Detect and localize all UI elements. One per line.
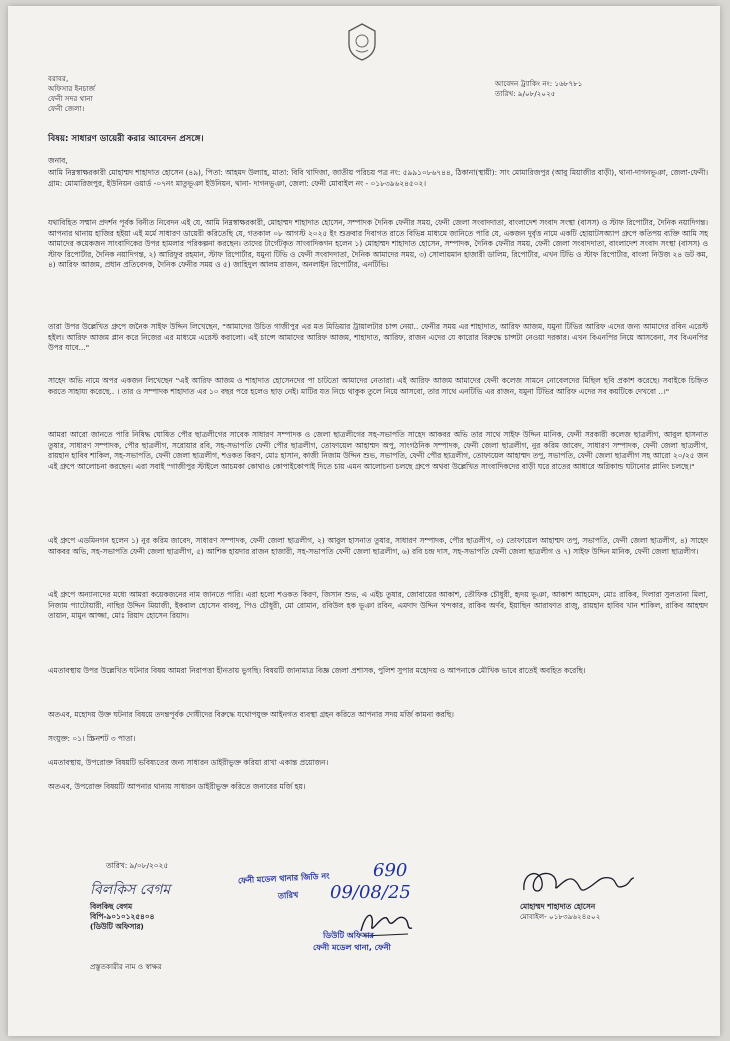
stamp-date-label: তারিখ <box>277 890 299 901</box>
officer-name: বিলকিছ বেগম <box>90 902 133 911</box>
gd-entry-stamp <box>237 860 468 978</box>
application-date: তারিখ: ৯/০৮/২০২৫ <box>495 89 556 98</box>
body-paragraph: এই গ্রুপে অন্যান্যদের মধ্যে আমরা কয়েকজনের নাম জানতে পারি। এরা হলো শওকত কিরণ, জিসান শুভ, এ এইচ তুষার, জোবায়ের আকাশ, তৌফিক চৌধুরী, হৃদয় ভূঞা, আকাশ আহমেদ, মোঃ রাকিব, দিলারা সুলতানা মিলা, নিজাম প্যাটোয়ারী, নাছির উদ্দিন মিয়াজী, ইকবাল হোসেন বাবলু, পিও চৌধুরী, মো রোমান, রবিউল হক ভূঞা রবিন, এমদাদ উদ্দিন খন্দকার, রাকিব অর্ণব, ইয়াছিন আরাফাত রাজু, রায়হান হাবিব খান শাকিল, রাকিব আহম্মদ তায়ান, মামুন আজ্জা, মোঃ রিয়াদ হোসেন রিয়াদ। <box>48 590 708 621</box>
addressee-block <box>48 74 95 114</box>
applicant-details-paragraph: আমি নিম্নস্বাক্ষরকারী মোহাম্মদ শাহাদাত হোসেন (৪৯), পিতা: আহমদ উল্যাহ, মাতা: বিবি খাদিজা, জাতীয় পরিচয় পত্র নং: ৫৯৯১০৮৬৭৪৪, ঠিকানা(স্থায়ী): সাং মোমারিজপুর (আবু মিয়াজীর বাড়ী), থানা-দাগনভূঞা, জেলা-ফেনী। গ্রাম: মোমারিজপুর, ইউনিয়ন ওয়ার্ড -০৭নং মাতুভূঞা ইউনিয়ন, থানা- দাগনভূঞা, জেলা: ফেনী মোবাইল নং - ০১৮৩৯৬২৪৫০২। <box>48 168 709 188</box>
salutation: জনাব, <box>48 156 68 165</box>
addressee-line: ফেনী সদর থানা <box>48 94 93 103</box>
body-paragraph: আমরা আরো জানতে পারি নিষিদ্ধ ঘোষিত পৌর ছাত্রলীগের সাবেক সাধারণ সম্পাদক ও জেলা ছাত্রলীগের সহ-সভাপতি সাহেদ আকবর অভি তার সাথে সাইফ উদ্দিন মানিক, ফেনী সরকারী কলেজ ছাত্রলীগ, আবুল হাসনাত তুষার, সাধারণ সম্পাদক, পৌর ছাত্রলীগ, সরোয়ার রবি, সহ-সভাপতি ফেনী পৌর ছাত্রলীগ, তোফায়েল আহাম্মদ অপু, সাংগঠনিক সম্পাদক, ফেনী জেলা ছাত্রলীগ, নুর করিম জাবেদ, সাধারণ সম্পাদক, ফেনী জেলা ছাত্রলীগ, রায়হান হাবিব শাকিল, সহ-সভাপতি, ফেনী জেলা ছাত্রলীগ, শওকত কিরণ, মোঃ হাসান, কাজী নিজাম উদ্দিন শুভ, সভাপতি, ফেনী পৌর ছাত্রলীগ, তোফায়েল আহাম্মদ তপু, সভাপতি, ফেনী জেলা ছাত্রলীগ সহ আরো ২০/২৫ জন এই গ্রুপে আলোচনা করছেন। এরা সবাই "গাজীপুর স্টাইলে আচমকা কোথাও কোপাইকোপাই দিতে চায় এমন আলোচনা চলছে গ্রুপে অথবা উল্লেখিত সাংবাদিকদের বাড়ী ঘরে রাতের আধারে অগ্নিকান্ড ঘটানোর প্লানিং চলছে।" <box>48 430 708 471</box>
applicant-name: মোহাম্মদ শাহাদাত হোসেন <box>520 902 596 911</box>
stamp-station-label: ফেনী মডেল থানা, ফেনী <box>313 943 391 952</box>
officer-date: তারিখ: ৯/০৮/২০২৫ <box>106 861 169 870</box>
document-page <box>8 6 720 1036</box>
applicant-mobile: মোবাইল- ০১৮৩৯৬২৪৫০২ <box>520 912 601 921</box>
subject-line: বিষয়: সাধারণ ডায়েরী করার আবেদন প্রসঙ্গে। <box>48 134 204 144</box>
addressee-line: অফিসার ইনচার্জ <box>48 84 96 93</box>
body-paragraph: এই গ্রুপে এডমিনগন হলেন ১) নুর করিম জাবেদ, সাধারণ সম্পাদক, ফেনী জেলা ছাত্রলীগ, ২) আবুল হাসনাত তুষার, সাধারণ সম্পাদক, পৌর ছাত্রলীগ, ৩) তোফায়েল আহাম্মদ তপু, সভাপতি, ফেনী জেলা ছাত্রলীগ, ৪) সাহেদ আকবর অভি, সহ-সভাপতি ফেনী জেলা ছাত্রলীগ, ৫) আশিক হায়দার রাজন হাজারী, সহ-সভাপতি ফেনী জেলা ছাত্রলীগ, ৬) রবি চন্দ্র দাস, সহ-সভাপতি ফেনী জেলা ছাত্রলীগ ও ৭) সাইফ উদ্দিন মানিক, ফেনী জেলা ছাত্রলীগ। <box>48 536 708 556</box>
applicant-signature-block <box>518 864 668 922</box>
addressee-line: ফেনী জেলা। <box>48 104 85 113</box>
body-paragraph: তারা উপর উল্লেখিত গ্রুপে জনৈক সাইফ উদ্দিন লিখেছেন, "আমাদের উচিত গাজীপুর এর মত মিডিয়ার ট্রায়ালটার চান্স নেয়া.. ফেনীর সময় এর শাহাদাত, আরিফ আজম, যমুনা টিভির আরিফ এদের জন্য আমাদের রবিন এরেস্ট হইল। আরিফ আজম প্লান করে নিজের এর মাধ্যমে এরেস্ট করালো। এই চান্সে আমাদের আরিফ আজম, শাহাদাত, আরিফ, রাজন এদের যে কারোর বিরুদ্ধে চান্সটা নেওয়া দরকার। এখন বিএনপির নিয়ে আসবেনা, সব বিএনপির উপর যাবে..." <box>48 322 708 353</box>
body-paragraph: এমতাবস্থায়, উপরোক্ত বিষয়টি ভবিষ্যতের জন্য সাধারন ডাইরীভুক্ত করিয়া রাখা একান্ত প্রয়োজন। <box>48 758 329 767</box>
stamp-gd-label: ফেনী মডেল থানার জিডি নং <box>237 871 330 886</box>
officer-id: বিপি-৯০১০১২৫৪০৪ <box>90 912 155 921</box>
officer-designation: (ডিউটি অফিসার) <box>90 922 144 931</box>
officer-handwritten-signature: বিলকিস বেগম <box>90 882 171 898</box>
duty-officer-signature-block <box>90 878 200 932</box>
closing-paragraph: অতএব, উপরোক্ত বিষয়টি আপনার থানায় সাধারন ডাইরীভুক্ত করিতে জনাবের মর্জি হয়। <box>48 782 306 791</box>
stamp-officer-label: ডিউটি অফিসার <box>323 931 374 940</box>
stamp-gd-date: 09/08/25 <box>330 882 411 903</box>
stamp-gd-number: 690 <box>373 860 408 881</box>
request-paragraph: অতএব, মহোদয় উক্ত ঘটনার বিষয়ে তদন্তপূর্বক দোষীদের বিরুদ্ধে যথোপযুক্ত আইনগত ব্যবস্থা গ্রহন করিতে আপনার সদয় মর্জি কামনা করছি। <box>48 710 454 719</box>
tracking-block <box>495 79 582 99</box>
body-paragraph: যথাবিহিত সম্মান প্রদর্শন পূর্বক বিনীত নিবেদন এই যে, আমি নিম্নস্বাক্ষরকারী, মোহাম্মদ শাহাদাত হোসেন, সম্পাদক দৈনিক ফেনীর সময়, ফেনী জেলা সংবাদদাতা, বাংলাদেশ সংবাদ সংস্থা (বাসস) ও স্টাফ রিপোর্টার, দৈনিক নয়াদিগন্ত। আপনার থানায় হাজির হইয়া এই মর্মে সাধারণ ডায়েরী করিতেছি যে, গতকাল ০৮ আগস্ট ২০২৫ ইং শুক্রবার দিবাগত রাতে বিভিন্ন মাধ্যমে জানিতে পারি যে, একজন দুর্বৃত্ত নামে একটি হোয়াটসঅ্যাপ গ্রুপে কতিপয় ব্যক্তি আমি সহ আমাদের কয়েকজন সাংবাদিকের উপর হামলার পরিকল্পনা করছেন। তাদের টার্গেটকৃত সাংবাদিকগন হলেন ১) মোহাম্মদ শাহাদাত হোসেন, সম্পাদক, দৈনিক ফেনীর সময়, ফেনী জেলা সংবাদদাতা, বাংলাদেশ সংবাদ সংস্থা (বাসস) ও স্টাফ রিপোর্টার, দৈনিক নয়াদিগন্ত, ২) আরিফুর রহমান, স্টাফ রিপোর্টার, যমুনা টিভি ও ফেনী সংবাদদাতা, দৈনিক আমাদের সময়, ৩) সোলায়মান হাজারী ডালিম, রিপোর্টার, এখন টিভি ও স্টাফ রিপোর্টার, বাংলা নিউজ ২৪ ডট কম, ৪) আরিফ আজম, প্রধান প্রতিবেদক, দৈনিক ফেনীর সময় ও ৫) জাহিদুল আলম রাজন, অনলাইন রিপোর্টার, এনটিভি। <box>48 218 708 270</box>
bangladesh-police-emblem-icon <box>345 22 379 62</box>
applicant-signature-scribble <box>518 864 638 898</box>
body-paragraph: এমতাবস্থায় উপর উল্লেখিত ঘটনার বিষয় আমরা নিরাপত্তা হীনতায় ভুগছি। বিষয়টি জানামাত্র বিজ্ঞ জেলা প্রশাসক, পুলিশ সুপার মহোদয় ও আপনাকে মৌখিক ভাবে রাতেই অবহিত করেছি। <box>48 666 586 675</box>
attachment-line: সংযুক্ত: ০১। স্ক্রিনশট ৩ পাতা। <box>48 734 136 743</box>
body-paragraph: সাহেদ অভি নামে অপর একজন লিখেছেন "এই আরিফ আজম ও শাহাদাত হোসেনদের পা চাটতো আমাদের নেতারা। এই আরিফ আজম আমাদের ফেনী কলেজ সামনে নোবেলদের মিছিল ছবি প্রকাশ করেছে। সবাইকে চিহ্নিত করতে সাহায্য করেছে.. । তার ও সম্পাদক শাহাদাত এর ১০ বছর পরে হলেও ছাড় নেই। মাটির যত নিচে থাকুক তুলে নিয়ে আসবো, তার সাথে এনটিভি এর রাজন, যমুনা টিভির আরিফ এদের সব কয়টিকে দেখবো ..।" <box>48 376 708 396</box>
addressee-line: বরাবর, <box>48 74 69 83</box>
preparer-label: প্রস্তুতকারীর নাম ও স্বাক্ষর <box>90 962 162 971</box>
tracking-number: আবেদন ট্র্যাকিং নং: ১৬৮৭৮১ <box>495 79 583 88</box>
